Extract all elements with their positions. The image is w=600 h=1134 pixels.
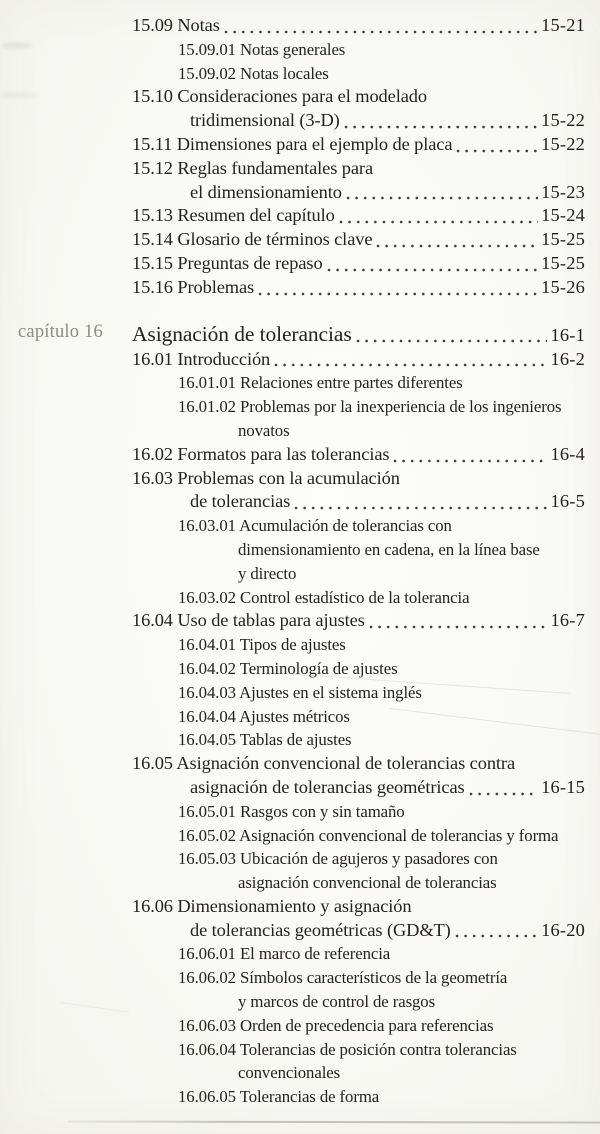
toc-row [0,1061,600,1085]
toc-row [0,800,600,824]
dot-leader [469,792,539,796]
toc-entry-text: 16.05 Asignación convencional de tolerancias contra [132,753,516,774]
toc-row [0,181,600,205]
dot-leader [455,934,538,938]
toc-entry-text: 16.05.02 Asignación convencional de tolerancias y forma [178,825,559,845]
toc-row [0,109,600,133]
toc-row [0,990,600,1014]
toc-row [0,443,600,467]
toc-row [0,871,600,895]
toc-row [0,204,600,228]
toc-entry-text: tridimensional (3-D) [190,110,340,131]
page-number: 16-7 [550,610,585,631]
toc-row [0,252,600,276]
dot-leader [344,125,538,129]
page-number: 15-22 [541,110,585,131]
toc-entry-text: 16.04.03 Ajustes en el sistema inglés [178,682,422,702]
toc-row [0,705,600,729]
toc-entry-text: 16.03.02 Control estadístico de la tolerancia [178,587,470,607]
page-number: 16-2 [550,348,585,369]
toc-entry-text: convencionales [238,1063,341,1083]
toc-row [0,895,600,919]
toc-row [0,14,600,38]
dot-leader [456,149,538,153]
dot-leader [346,196,538,200]
toc-row [0,228,600,252]
toc-entry-text: asignación convencional de tolerancias [238,873,497,893]
toc-entry-text: y directo [238,563,297,583]
toc-entry-text: 16.01.02 Problemas por la inexperiencia de los ingenieros [178,397,562,417]
toc-row [0,371,600,395]
toc-entry-text: 15.14 Glosario de términos clave [132,229,373,250]
page-number: 15-23 [541,181,585,202]
toc-row [0,728,600,752]
toc-chapter-row [0,321,600,348]
toc-entry-text: de tolerancias geométricas (GD&T) [190,919,451,940]
toc-row [0,1085,600,1109]
toc-entry-text: 16.06 Dimensionamiento y asignación [132,895,412,916]
toc-entry-text: 16.02 Formatos para las tolerancias [132,443,390,464]
toc-row [0,348,600,372]
toc-list [0,14,600,1109]
toc-row [0,847,600,871]
toc-entry-text: 16.06.02 Símbolos característicos de la geometría [178,968,508,988]
dot-leader [356,339,548,343]
toc-row [0,276,600,300]
scan-smudge [0,92,38,98]
page-number: 16-5 [550,491,585,512]
toc-entry-text: dimensionamiento en cadena, en la línea base [238,539,540,559]
page-number: 15-26 [541,276,585,297]
toc-entry-text: y marcos de control de rasgos [238,992,436,1012]
chapter-title: Asignación de tolerancias [132,321,352,346]
toc-entry-text: 16.06.03 Orden de precedencia para referencias [178,1015,494,1035]
dot-leader [224,30,538,34]
toc-row [0,133,600,157]
dot-leader [274,363,547,367]
toc-row [0,1014,600,1038]
toc-entry-text: 15.09 Notas [132,15,220,35]
toc-row [0,419,600,443]
dot-leader [294,506,547,510]
toc-row [0,919,600,943]
dot-leader [327,268,539,272]
toc-row [0,824,600,848]
toc-row [0,1038,600,1062]
toc-entry-text: 16.04.02 Terminología de ajustes [178,658,398,678]
toc-row [0,776,600,800]
toc-entry-text: 16.04.01 Tipos de ajustes [178,635,346,655]
toc-entry-text: 15.15 Preguntas de repaso [132,252,323,273]
toc-row [0,62,600,86]
page-number: 15-21 [541,15,585,35]
toc-entry-text: 16.03.01 Acumulación de tolerancias con [178,516,452,536]
toc-entry-text: el dimensionamiento [190,181,342,202]
toc-entry-text: 16.06.04 Tolerancias de posición contra tolerancias [178,1039,517,1059]
toc-row [0,395,600,419]
dot-leader [369,625,548,629]
toc-entry-text: 15.09.01 Notas generales [178,39,346,59]
toc-entry-text: 16.01 Introducción [132,348,271,369]
page-number: 16-20 [541,919,585,940]
toc-entry-text: asignación de tolerancias geométricas [190,776,465,797]
toc-row [0,586,600,610]
toc-entry-text: 16.05.01 Rasgos con y sin tamaño [178,801,405,821]
page-number: 15-25 [541,229,585,250]
page-number: 15-25 [541,252,585,273]
toc-entry-text: 15.09.02 Notas locales [178,63,329,83]
toc-entry-text: 15.13 Resumen del capítulo [132,205,335,226]
dot-leader [339,220,538,224]
dot-leader [376,244,538,248]
toc-row [0,38,600,62]
toc-entry-text: 15.10 Consideraciones para el modelado [132,86,427,107]
toc-entry-text: 16.06.01 El marco de referencia [178,944,391,964]
scan-smudge [2,42,32,49]
toc-entry-text: 16.05.03 Ubicación de agujeros y pasadores con [178,849,498,869]
toc-row [0,681,600,705]
toc-row [0,966,600,990]
page-number: 16-4 [550,443,585,464]
dot-leader [258,292,538,296]
toc-entry-text: 15.16 Problemas [132,276,255,297]
toc-entry-text: 15.12 Reglas fundamentales para [132,157,374,178]
toc-row [0,157,600,181]
toc-entry-text: 16.04 Uso de tablas para ajustes [132,610,365,631]
page-number: 16-15 [541,776,585,797]
toc-row [0,490,600,514]
toc-entry-text: de tolerancias [190,491,291,512]
toc-entry-text: 15.11 Dimensiones para el ejemplo de placa [132,133,453,154]
toc-entry-text: 16.04.05 Tablas de ajustes [178,730,352,750]
page-bottom-rule [68,1120,600,1123]
toc-row [0,514,600,538]
toc-row [0,633,600,657]
dot-leader [393,459,547,463]
toc-entry-text: 16.04.04 Ajustes métricos [178,706,350,726]
toc-row [0,467,600,491]
toc-entry-text: 16.03 Problemas con la acumulación [132,467,400,488]
toc-row [0,609,600,633]
page-number: 16-1 [550,324,585,345]
chapter-label: capítulo 16 [18,321,103,342]
toc-row [0,562,600,586]
page-number: 15-22 [541,133,585,154]
toc-row [0,85,600,109]
toc-entry-text: 16.06.05 Tolerancias de forma [178,1087,380,1107]
toc-row [0,752,600,776]
toc-entry-text: 16.01.01 Relaciones entre partes diferentes [178,373,463,393]
toc-row [0,538,600,562]
page-number: 15-24 [541,205,585,226]
toc-entry-text: novatos [238,420,290,440]
toc-row [0,657,600,681]
toc-row [0,942,600,966]
